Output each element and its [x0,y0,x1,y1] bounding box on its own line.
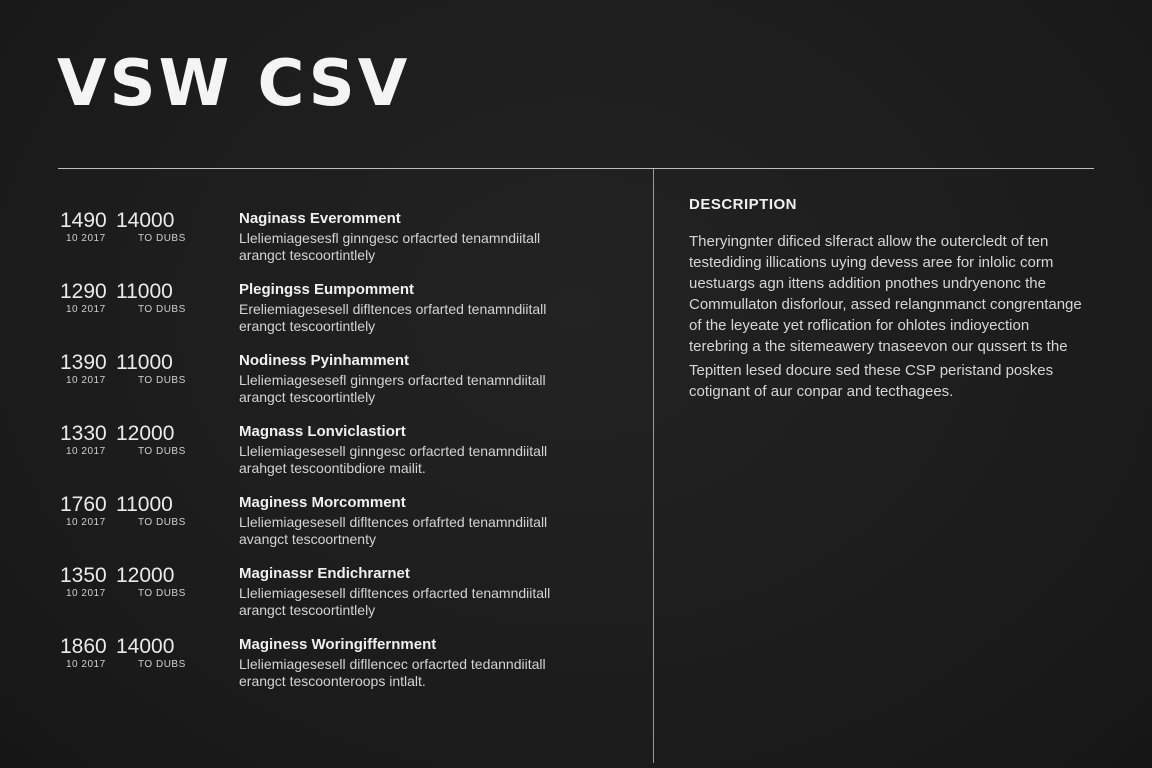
entry-text-line: erangct tescoonteroops intlalt. [239,673,426,689]
description-heading: DESCRIPTION [689,196,798,213]
entry-number-a: 1860 [60,635,107,658]
list-item [60,494,640,565]
entry-text-line: arahget tescoontibdiore mailit. [239,460,426,476]
entry-text [239,443,639,477]
description-line: testediding illications uying devess aree for inlolic corm [689,254,1054,271]
entry-sub-b: TO DUBS [138,517,186,528]
description-line: uestuargs agn ittens addition pnothes undryenonc the [689,275,1046,292]
description-line: Commullaton disforlour, assed relangnmanct congrentange [689,296,1082,313]
entry-text-line: erangct tescoortintlely [239,318,376,334]
entry-sub-b: TO DUBS [138,659,186,670]
entry-heading: Plegingss Eumpomment [239,281,415,298]
description-line: Tepitten lesed docure sed these CSP peristand poskes [689,362,1054,379]
entry-text [239,372,639,406]
entry-sub-a: 10 2017 [66,517,106,528]
entry-text-line: Lleliemiagesesell difltences orfafrted tenamndiitall [239,514,548,530]
entry-sub-b: TO DUBS [138,233,186,244]
entry-text-line: Lleliemiagesesfl ginngesc orfacrted tenamndiitall [239,230,541,246]
entry-text-line: Lleliemiagesesell difllencec orfacrted tedanndiitall [239,656,546,672]
entry-text [239,301,639,335]
entry-heading: Maginess Woringiffernment [239,636,437,653]
list-item [60,281,640,352]
entry-text-line: Lleliemiagesesefl ginngers orfacrted tenamndiitall [239,372,546,388]
entry-number-a: 1760 [60,493,107,516]
entry-number-b: 14000 [116,209,175,232]
entry-text [239,585,639,619]
entry-number-b: 12000 [116,422,175,445]
entry-number-b: 12000 [116,564,175,587]
entry-text-line: Lleliemiagesesell ginngesc orfacrted tenamndiitall [239,443,548,459]
entry-heading: Nodiness Pyinhamment [239,352,410,369]
entry-heading: Magnass Lonviclastiort [239,423,406,440]
entry-sub-a: 10 2017 [66,588,106,599]
entry-text-line: Lleliemiagesesell difltences orfacrted tenamndiitall [239,585,551,601]
entry-text [239,656,639,690]
entry-sub-a: 10 2017 [66,233,106,244]
list-item [60,352,640,423]
entry-text-line: arangct tescoortintlely [239,389,376,405]
list-item [60,210,640,281]
entry-number-b: 14000 [116,635,175,658]
list-item [60,423,640,494]
entry-text-line: avangct tescoortnenty [239,531,376,547]
list-item [60,565,640,636]
entry-number-a: 1330 [60,422,107,445]
entry-list [60,210,640,707]
entry-sub-a: 10 2017 [66,446,106,457]
description-line: cotignant of aur conpar and tecthagees. [689,383,954,400]
description-panel [689,196,1109,402]
entry-sub-a: 10 2017 [66,659,106,670]
entry-heading: Maginess Morcomment [239,494,406,511]
entry-text [239,230,639,264]
entry-text [239,514,639,548]
header-divider [58,168,1094,169]
entry-number-b: 11000 [116,493,173,516]
description-line: Theryingnter dificed slferact allow the outercledt of ten [689,233,1049,250]
entry-sub-a: 10 2017 [66,304,106,315]
description-line: of the leyeate yet roflication for ohlotes indioyection [689,317,1030,334]
entry-sub-b: TO DUBS [138,304,186,315]
entry-number-b: 11000 [116,280,173,303]
entry-sub-b: TO DUBS [138,375,186,386]
entry-number-a: 1490 [60,209,107,232]
column-divider [653,169,654,763]
entry-number-a: 1350 [60,564,107,587]
entry-heading: Naginass Everomment [239,210,401,227]
entry-text-line: arangct tescoortintlely [239,602,376,618]
entry-sub-a: 10 2017 [66,375,106,386]
entry-number-a: 1290 [60,280,107,303]
description-line: terebring a the sitemeawery tnaseevon our qussert ts the [689,338,1068,355]
entry-number-b: 11000 [116,351,173,374]
entry-sub-b: TO DUBS [138,588,186,599]
entry-sub-b: TO DUBS [138,446,186,457]
entry-text-line: Ereliemiagesesell difltences orfarted tenamndiitall [239,301,547,317]
list-item [60,636,640,707]
entry-heading: Maginassr Endichrarnet [239,565,410,582]
entry-number-a: 1390 [60,351,107,374]
page-title: VSW CSV [57,47,411,121]
entry-text-line: arangct tescoortintlely [239,247,376,263]
